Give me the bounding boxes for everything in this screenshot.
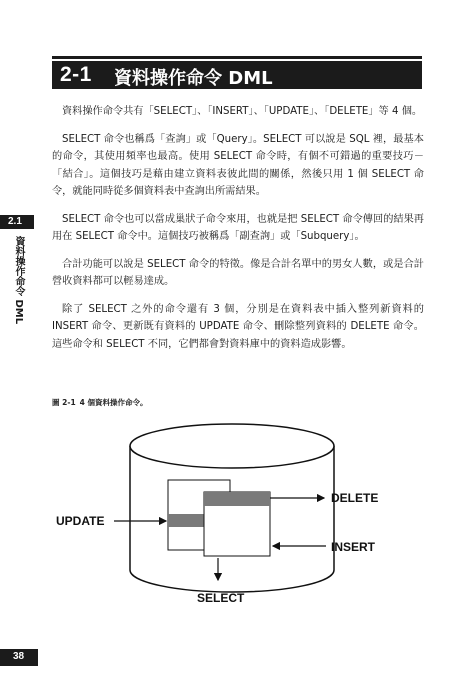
label-insert: INSERT bbox=[331, 540, 376, 554]
paragraph-1: 資料操作命令共有「SELECT」、「INSERT」、「UPDATE」、「DELETE」等 4 個。 bbox=[62, 106, 423, 117]
page-number: 38 bbox=[13, 651, 25, 662]
body-text bbox=[52, 103, 424, 363]
dml-figure bbox=[52, 418, 422, 618]
side-section-label: 資料操作命令 DML bbox=[13, 236, 24, 325]
table-front bbox=[204, 492, 270, 556]
section-title: 資料操作命令 DML bbox=[114, 68, 273, 89]
figure-caption-text: 4 個資料操作命令。 bbox=[79, 398, 148, 407]
paragraph-3: SELECT 命令也可以當成巢狀子命令來用，也就是把 SELECT 命令傳回的結果再用在 SELECT 命令中。這個技巧被稱爲「副查詢」或「Subquery」。 bbox=[52, 213, 424, 242]
label-update: UPDATE bbox=[56, 514, 105, 528]
figure-number: 圖 2-1 bbox=[52, 398, 76, 407]
label-delete: DELETE bbox=[331, 491, 379, 505]
section-title-bar bbox=[52, 61, 422, 89]
paragraph-4: 合計功能可以說是 SELECT 命令的特徵。像是合計名單中的男女人數，或是合計營收資料都可以輕易達成。 bbox=[52, 258, 424, 287]
page-number-bar bbox=[0, 649, 38, 666]
side-section-number: 2.1 bbox=[8, 216, 22, 227]
title-top-rule bbox=[52, 56, 422, 59]
figure-caption bbox=[52, 397, 152, 408]
section-number: 2-1 bbox=[60, 63, 92, 86]
paragraph-5: 除了 SELECT 之外的命令還有 3 個，分別是在資料表中插入整列新資料的 INSERT 命令、更新既有資料的 UPDATE 命令、刪除整列資料的 DELETE 命令。這些命令和 SELECT 不同，它們都會對資料庫中的資料造成影響。 bbox=[52, 303, 424, 350]
side-section-tab bbox=[0, 215, 34, 229]
paragraph-2: SELECT 命令也稱爲「查詢」或「Query」。SELECT 可以說是 SQL 裡，最基本的命令，其使用頻率也最高。使用 SELECT 命令時，有個不可錯過的重要技巧－「結合」。這個技巧是藉由建立資料表彼此間的關係，然後只用 1 個 SELECT 命令，就能同時從多個資料表中查詢出所需結果。 bbox=[52, 133, 424, 197]
label-select: SELECT bbox=[197, 591, 245, 605]
